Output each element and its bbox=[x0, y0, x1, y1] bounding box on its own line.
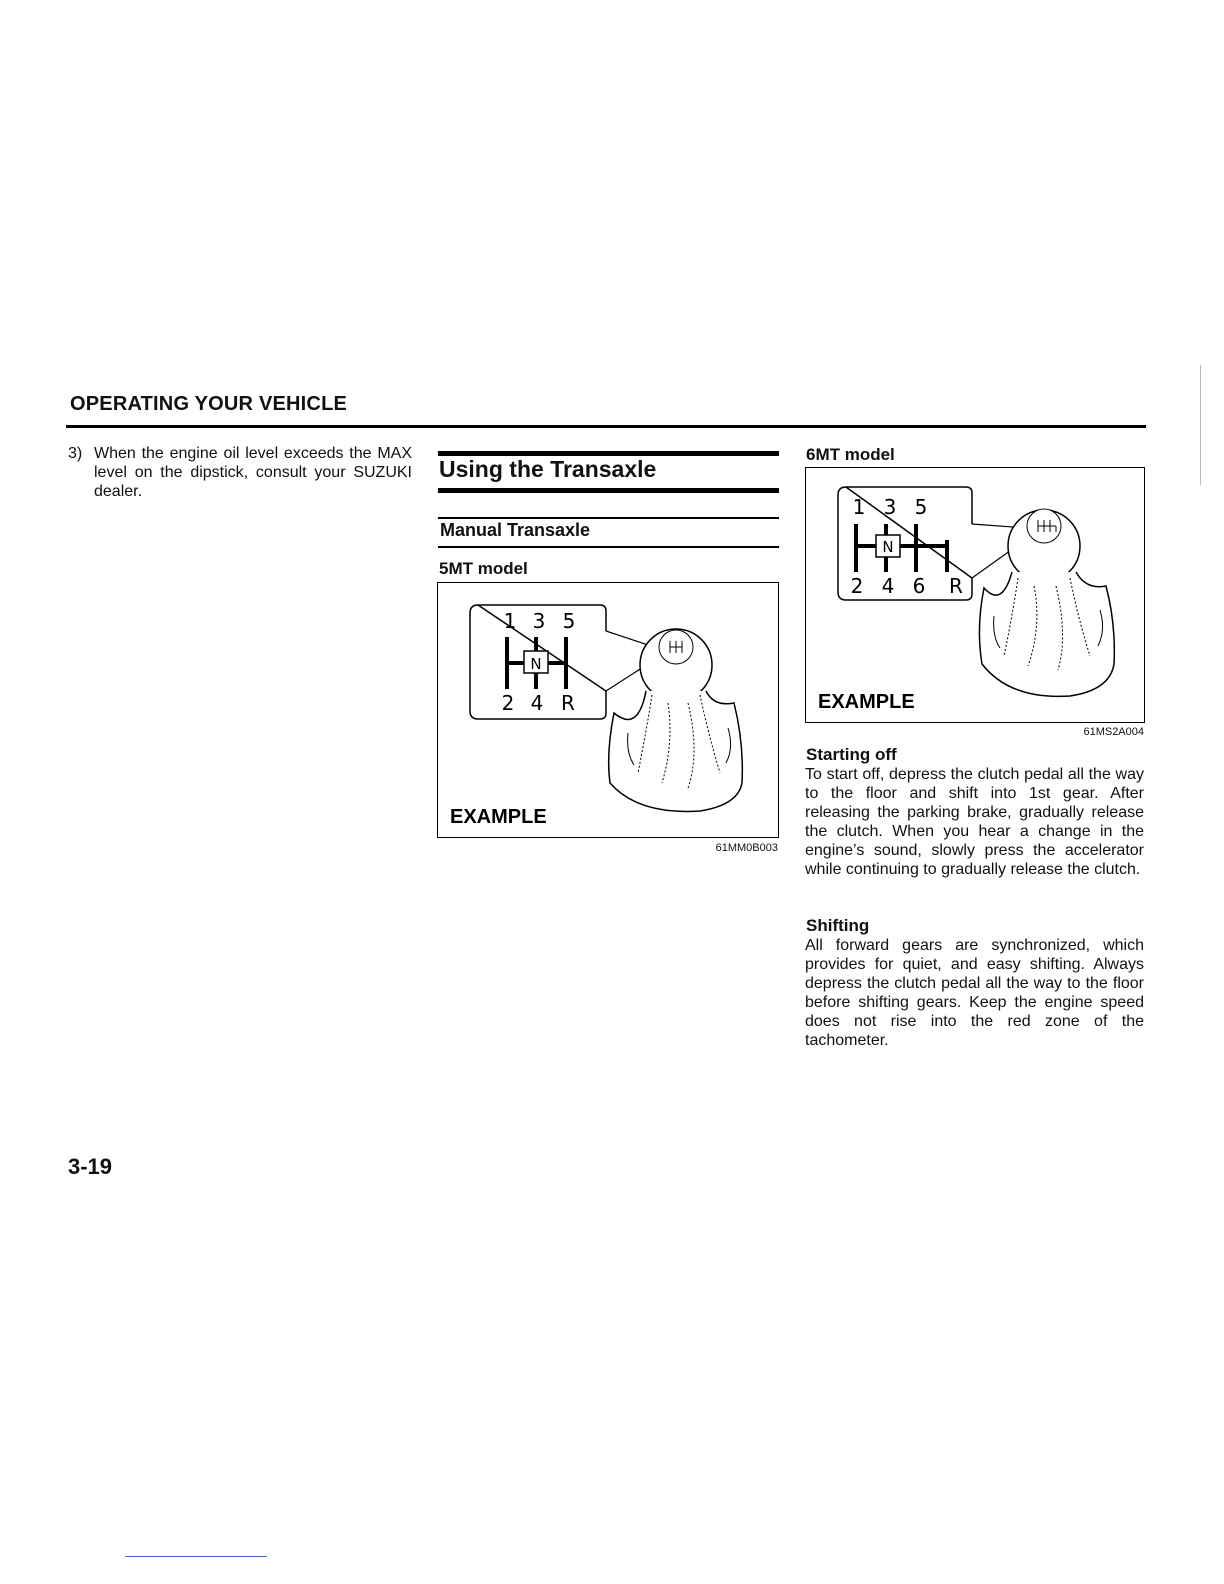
five-mt-figure bbox=[437, 582, 779, 838]
oil-level-note bbox=[68, 444, 412, 501]
five-mt-figure-code: 61MM0B003 bbox=[715, 842, 778, 854]
starting-off-text: To start off, depress the clutch pedal all the way to the floor and shift into 1st gear. After releasing the parking brake, gradually release the clutch. When you hear a change in the engine’s sound, slowly press the accelerator while continuing to gradually release the clutch. bbox=[805, 766, 1144, 878]
subsection-rule-top bbox=[438, 517, 779, 519]
six-gear-4: 4 bbox=[881, 574, 895, 598]
five-gear-5: 5 bbox=[562, 609, 576, 633]
six-gear-r: R bbox=[949, 574, 963, 598]
page-number: 3-19 bbox=[68, 1154, 113, 1179]
six-mt-label: 6MT model bbox=[806, 445, 895, 464]
six-mt-shift-illustration bbox=[806, 468, 1144, 722]
six-gear-1: 1 bbox=[852, 495, 866, 519]
six-neutral: N bbox=[882, 538, 894, 556]
five-mt-shift-illustration bbox=[438, 583, 778, 837]
five-gear-1: 1 bbox=[503, 609, 517, 633]
six-gear-2: 2 bbox=[850, 574, 864, 598]
five-example-label: EXAMPLE bbox=[450, 806, 547, 828]
six-mt-figure bbox=[805, 467, 1145, 723]
footer-link-line bbox=[125, 1556, 267, 1557]
shifting-text: All forward gears are synchronized, which provides for quiet, and easy shifting. Always depress the clutch pedal all the way to the floor before shifting gears. Keep the engine speed does not rise into the red zone of the tachometer. bbox=[805, 937, 1144, 1049]
section-title: Using the Transaxle bbox=[439, 456, 657, 482]
six-example-label: EXAMPLE bbox=[818, 691, 915, 713]
six-gear-6: 6 bbox=[912, 574, 926, 598]
note-text: When the engine oil level exceeds the MAX level on the dipstick, consult your SUZUKI dealer. bbox=[94, 445, 412, 500]
note-number: 3) bbox=[68, 445, 83, 462]
six-gear-3: 3 bbox=[883, 495, 897, 519]
subsection-title: Manual Transaxle bbox=[440, 520, 591, 540]
section-header: OPERATING YOUR VEHICLE bbox=[70, 393, 348, 415]
five-neutral: N bbox=[530, 655, 542, 673]
five-gear-3: 3 bbox=[532, 609, 546, 633]
six-gear-5: 5 bbox=[914, 495, 928, 519]
five-gear-r: R bbox=[561, 691, 575, 715]
five-mt-label: 5MT model bbox=[439, 559, 528, 578]
five-gear-4: 4 bbox=[530, 691, 544, 715]
five-gear-2: 2 bbox=[501, 691, 515, 715]
shifting-title: Shifting bbox=[806, 916, 870, 935]
six-mt-figure-code: 61MS2A004 bbox=[1083, 726, 1144, 738]
subsection-rule-bottom bbox=[438, 546, 779, 548]
starting-off-title: Starting off bbox=[806, 745, 897, 764]
title-rule-bottom bbox=[438, 488, 779, 493]
header-rule bbox=[66, 425, 1146, 428]
margin-mark bbox=[1200, 365, 1201, 485]
